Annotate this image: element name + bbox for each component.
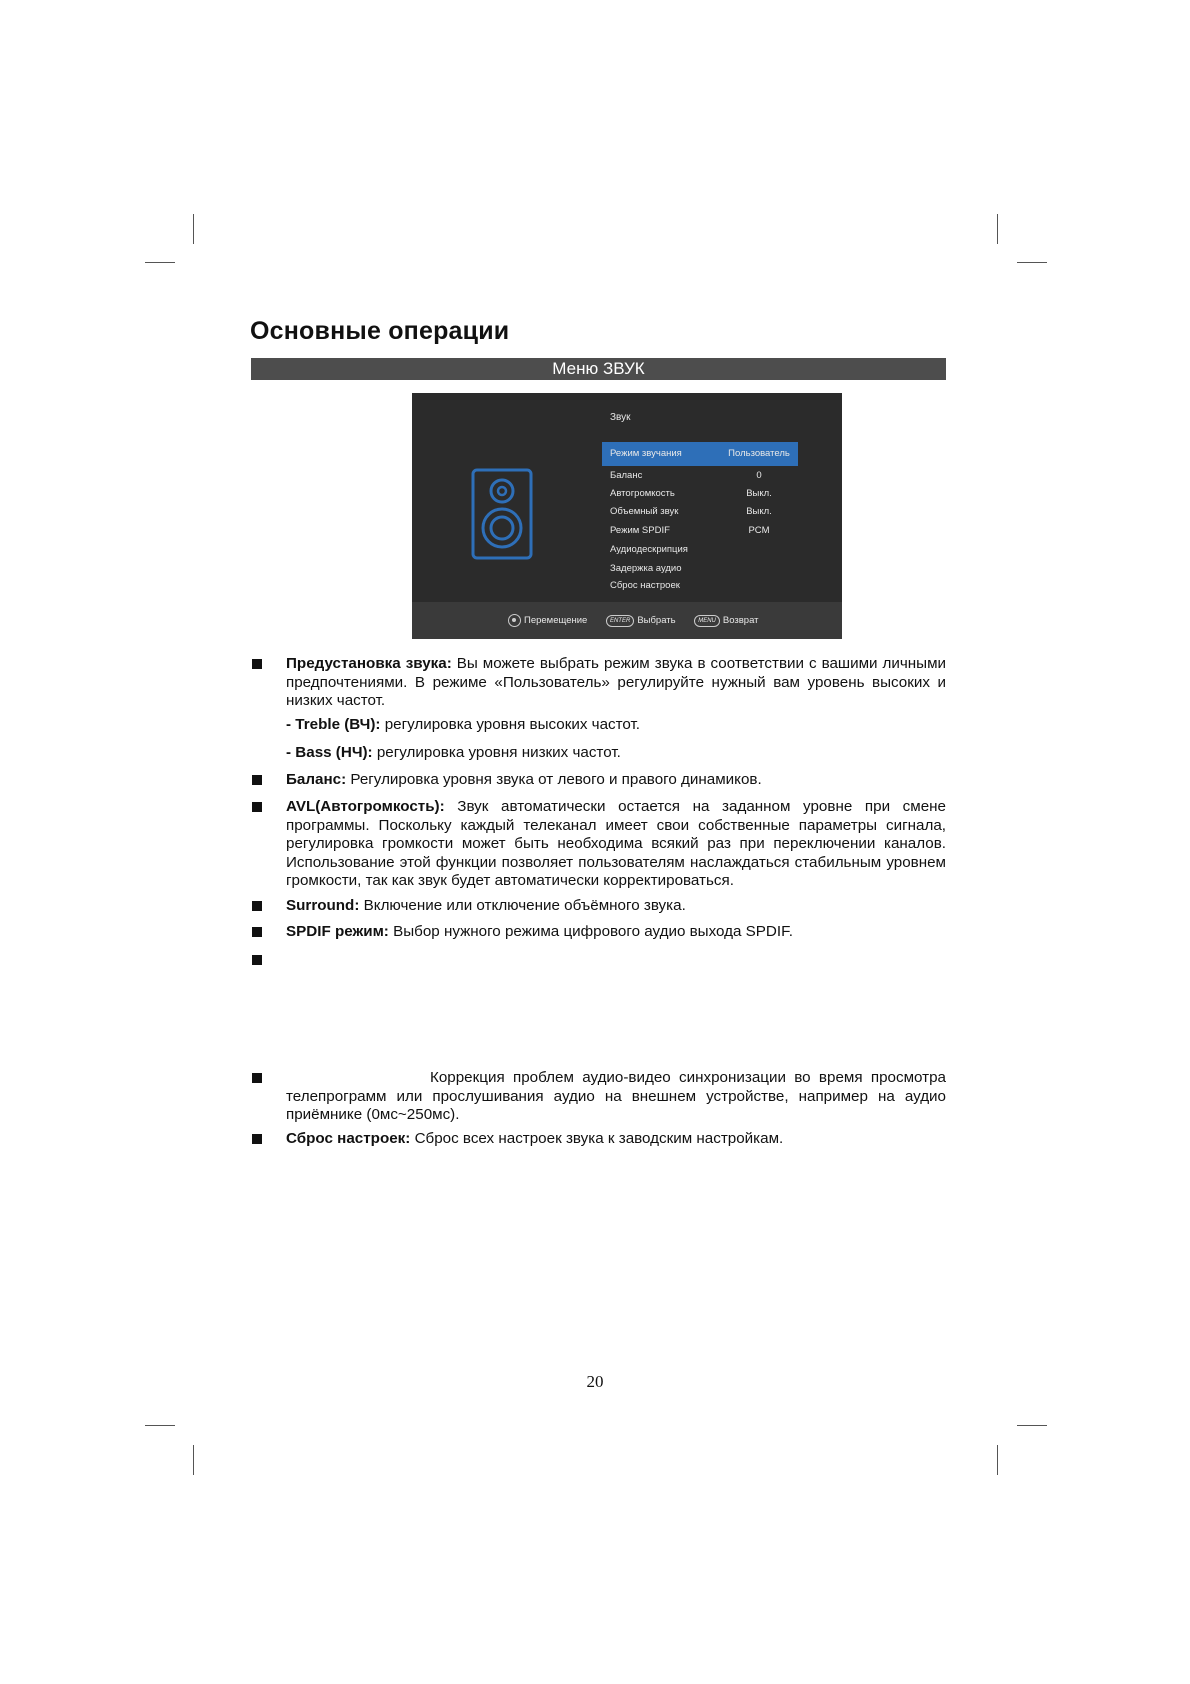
bullet-icon (252, 1134, 262, 1144)
menu-row-audio-delay[interactable] (602, 560, 798, 578)
item-text: регулировка уровня низких частот. (372, 744, 621, 761)
bullet-icon (252, 927, 262, 937)
item-term: Баланс: (286, 771, 347, 788)
crop-mark (193, 214, 194, 244)
tv-sound-menu-screenshot (412, 393, 842, 639)
item-term: - Bass (НЧ): (286, 744, 373, 761)
menu-footer-hints (508, 614, 775, 627)
menu-row-balance[interactable] (602, 467, 798, 485)
page-title: Основные операции (250, 317, 510, 345)
bullet-icon (252, 955, 262, 965)
bullet-icon (252, 775, 262, 785)
menu-row-value: Выкл. (746, 506, 772, 517)
item-term: SPDIF режим: (286, 923, 389, 940)
crop-mark (1017, 262, 1047, 263)
hint-back (694, 615, 766, 626)
list-item-avl (250, 798, 946, 891)
item-term: Surround: (286, 897, 360, 914)
list-item-spdif (250, 923, 946, 942)
item-text: Включение или отключение объёмного звука. (359, 897, 686, 914)
crop-mark (997, 1445, 998, 1475)
menu-row-label: Баланс (610, 470, 643, 481)
menu-row-label: Аудиодескрипция (610, 544, 688, 555)
hint-move-label: Перемещение (524, 615, 588, 627)
hint-move (508, 615, 595, 626)
bullet-icon (252, 659, 262, 669)
menu-row-label: Объемный звук (610, 506, 679, 517)
item-text: Коррекция проблем аудио-видео синхронизации во время просмотра телепрограмм или прослушивания аудио на внешнем устройстве, например на аудио приёмнике (0мс~250мс). (286, 1069, 946, 1123)
section-header: Меню ЗВУК (251, 358, 946, 380)
crop-mark (997, 214, 998, 244)
item-text: регулировка уровня высоких частот. (380, 716, 641, 733)
navigation-icon (508, 614, 521, 627)
speaker-icon (471, 468, 533, 560)
menu-row-sound-mode[interactable] (602, 442, 798, 466)
crop-mark (145, 262, 175, 263)
enter-key-icon: ENTER (606, 615, 634, 627)
crop-mark (145, 1425, 175, 1426)
page-number: 20 (586, 1372, 604, 1391)
menu-row-value: Выкл. (746, 488, 772, 499)
item-text: Регулировка уровня звука от левого и правого динамиков. (346, 771, 762, 788)
menu-row-label: Режим SPDIF (610, 525, 670, 536)
menu-row-label: Режим звучания (610, 448, 682, 459)
list-item-surround (250, 897, 946, 916)
menu-title: Звук (610, 412, 631, 423)
menu-row-reset[interactable] (602, 577, 798, 595)
menu-row-value: PCM (748, 525, 770, 536)
item-term: AVL(Автогромкость): (286, 798, 445, 815)
hint-select-label: Выбрать (637, 615, 676, 627)
menu-row-label: Задержка аудио (610, 563, 682, 574)
menu-row-value: 0 (756, 470, 762, 481)
sub-item-bass (286, 744, 621, 763)
list-item-balance (250, 771, 946, 790)
menu-row-label: Сброс настроек (610, 580, 680, 591)
item-term: Предустановка звука: (286, 655, 452, 672)
menu-row-surround[interactable] (602, 503, 798, 521)
list-item-sound-preset (250, 655, 946, 711)
crop-mark (193, 1445, 194, 1475)
menu-row-avl[interactable] (602, 485, 798, 503)
item-term: Сброс настроек: (286, 1130, 411, 1147)
item-text: Звук автоматически остается на заданном уровне при смене программы. Поскольку каждый телеканал имеет свои собственные параметры сигнала, регулировка громкости может быть необходима всякий раз при переключении каналов. Использование этой функции позволяет пользователям наслаждаться стабильным уровнем громкости, так как звук будет автоматически корректироваться. (286, 798, 946, 889)
hint-select (606, 615, 684, 626)
crop-mark (1017, 1425, 1047, 1426)
item-text: Сброс всех настроек звука к заводским настройкам. (410, 1130, 784, 1147)
menu-row-label: Автогромкость (610, 488, 675, 499)
bullet-icon (252, 802, 262, 812)
item-text: Выбор нужного режима цифрового аудио выхода SPDIF. (388, 923, 793, 940)
item-term: - Treble (ВЧ): (286, 716, 381, 733)
menu-row-audio-description[interactable] (602, 541, 798, 559)
menu-row-spdif[interactable] (602, 522, 798, 540)
menu-row-value: Пользователь (728, 448, 790, 459)
sub-item-treble (286, 716, 640, 735)
bullet-icon (252, 1073, 262, 1083)
item-text: Вы можете выбрать режим звука в соответствии с вашими личными предпочтениями. В режиме «Пользователь» регулируйте нужный вам уровень высоких и низких частот. (286, 655, 946, 709)
list-item-reset (250, 1130, 946, 1149)
hint-back-label: Возврат (722, 615, 759, 627)
list-item-audio-delay (250, 1069, 946, 1125)
menu-key-icon: MENU (694, 615, 720, 627)
bullet-icon (252, 901, 262, 911)
